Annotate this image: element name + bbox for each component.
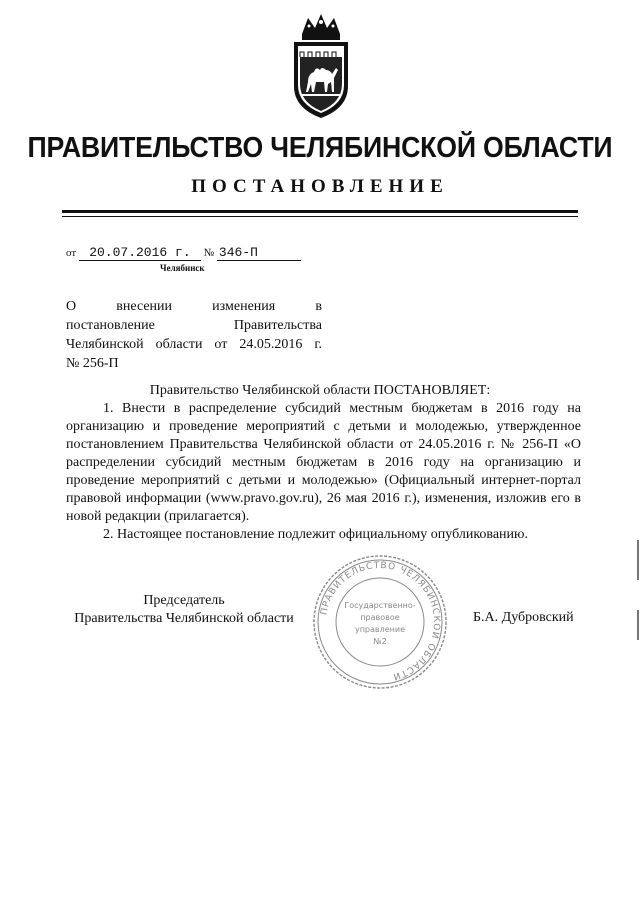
organization-title: ПРАВИТЕЛЬСТВО ЧЕЛЯБИНСКОЙ ОБЛАСТИ: [27, 132, 613, 164]
decree-item: 2. Настоящее постановление подлежит официальному опубликованию.: [103, 527, 528, 542]
subject-line: Челябинской области от 24.05.2016 г.: [66, 337, 322, 352]
from-label: от: [66, 247, 77, 259]
seal-inner-text: Государственно-: [344, 601, 416, 610]
signatory-role-line: Правительства Челябинской области: [74, 611, 294, 626]
document-date-number-line: [66, 246, 301, 261]
decree-item: 1. Внести в распределение субсидий местным бюджетам в 2016 году на организацию и проведение мероприятий с детьми и молодежью, утвержденное постановлением Правительства Челябинской области от 24.05.2016 г. № 256-П «О распределении субсидий местным бюджетам в 2016 году на организацию и проведение мероприятий с детьми и молодежью» (Официальный интернет-портал правовой информации (www.pravo.gov.ru), 26 мая 2016 г.), изменения, изложив его в новой редакции (прилагается).: [66, 401, 581, 524]
document-number: 346-П: [217, 246, 301, 261]
document-subject: [66, 297, 322, 373]
chelyabinsk-coat-of-arms-icon: [288, 12, 354, 120]
document-date: 20.07.2016 г.: [79, 246, 201, 261]
seal-inner-text: правовое: [360, 613, 400, 622]
signatory-role-line: Председатель: [143, 593, 225, 608]
seal-inner-text: управление: [354, 625, 406, 634]
decree-body: [66, 400, 581, 544]
seal-inner-text: №2: [373, 637, 387, 646]
subject-line: постановление Правительства: [66, 318, 322, 333]
scan-edge-marks: [634, 540, 640, 660]
seal-ring-text: ПРАВИТЕЛЬСТВО ЧЕЛЯБИНСКОЙ ОБЛАСТИ: [319, 560, 442, 682]
official-seal-stamp-icon: [310, 552, 450, 692]
decree-heading: Правительство Челябинской области ПОСТАНОВЛЯЕТ:: [149, 383, 491, 398]
signatory-name: Б.А. Дубровский: [473, 610, 574, 625]
signatory-role: [66, 592, 302, 628]
header-divider-thin: [62, 216, 578, 217]
document-city: Челябинск: [160, 263, 205, 273]
document-type-title: ПОСТАНОВЛЕНИЕ: [191, 176, 449, 197]
number-label: №: [203, 247, 215, 259]
subject-line: О внесении изменения в: [66, 299, 322, 314]
header-divider-thick: [62, 210, 578, 213]
subject-line: № 256-П: [66, 356, 119, 371]
